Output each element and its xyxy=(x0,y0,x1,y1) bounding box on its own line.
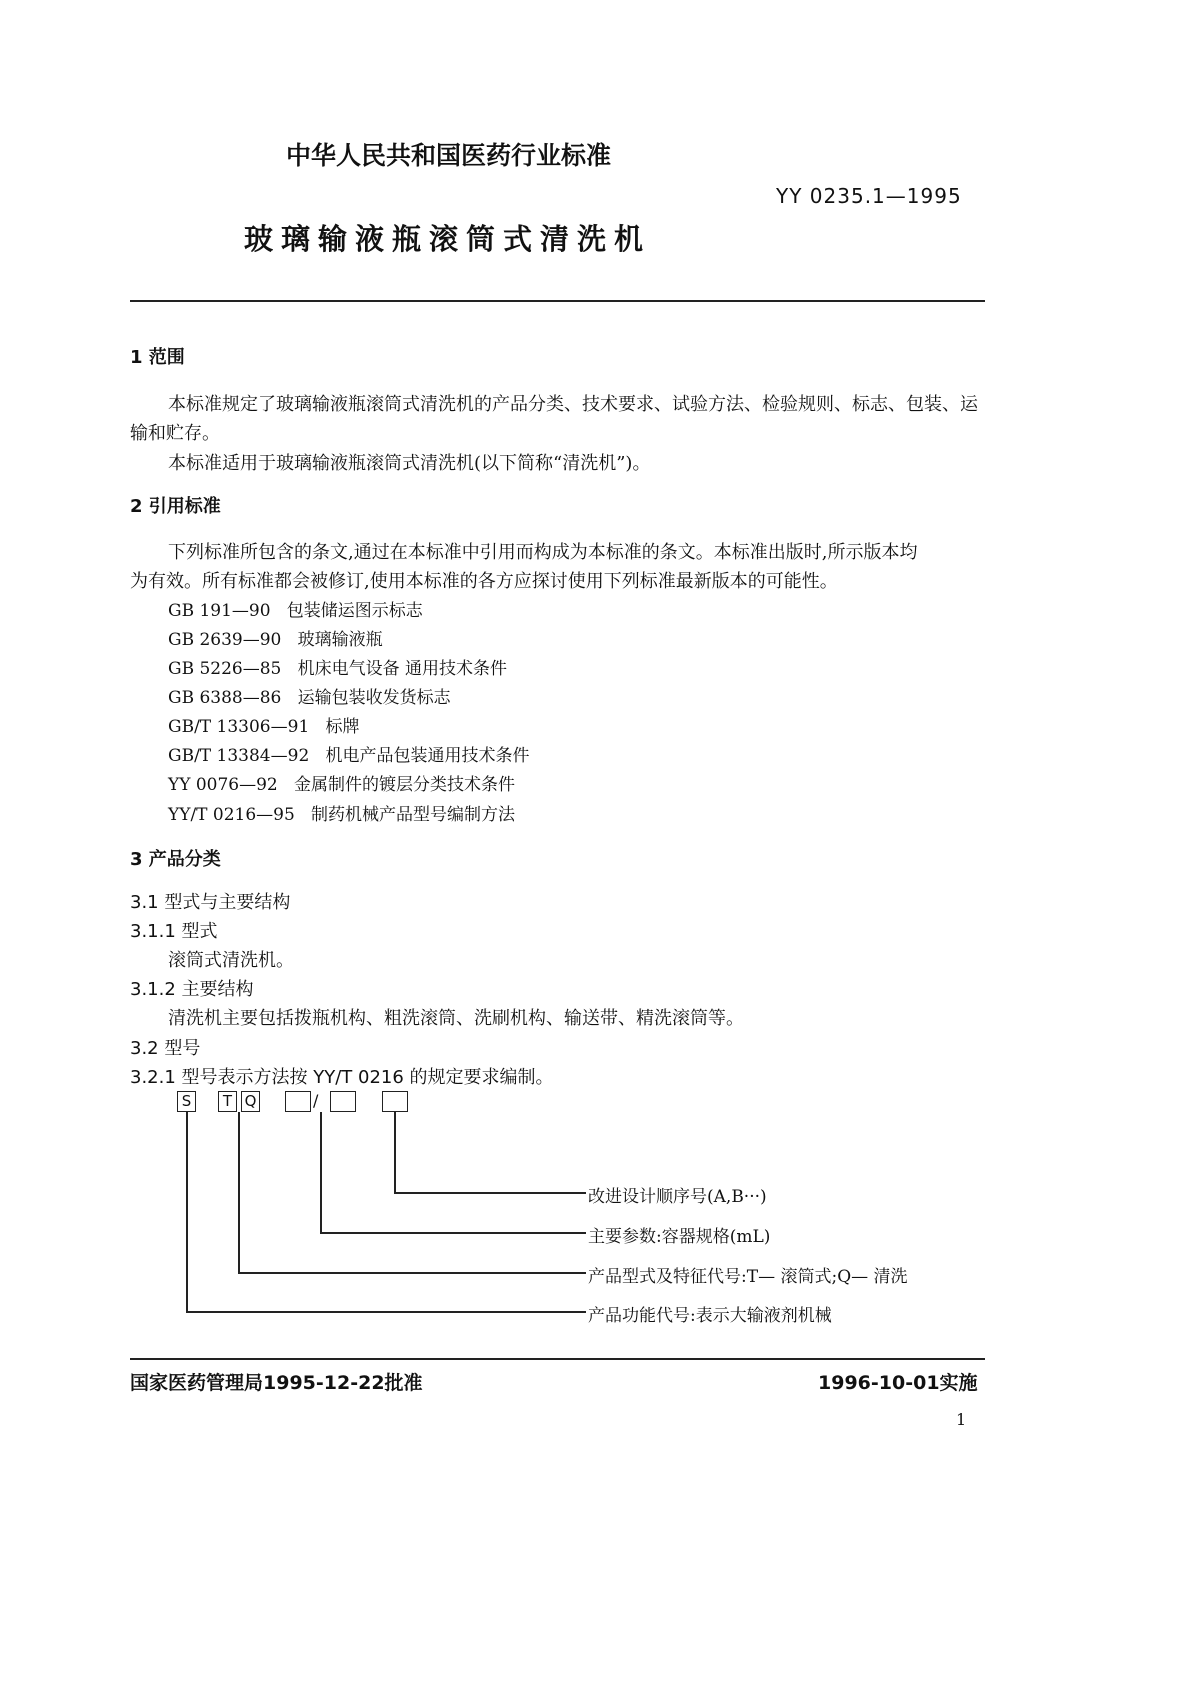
section-3-heading: 3 产品分类 xyxy=(130,849,221,870)
leader-line xyxy=(186,1112,188,1312)
subsection-3-2-1-heading: 3.2.1 型号表示方法按 YY/T 0216 的规定要求编制。 xyxy=(130,1067,554,1088)
model-box-revision xyxy=(382,1091,408,1112)
section-1-para1-line1: 本标准规定了玻璃输液瓶滚筒式清洗机的产品分类、技术要求、试验方法、检验规则、标志、包装、运 xyxy=(168,394,978,415)
model-box-param-b xyxy=(330,1091,356,1112)
reference-item: GB 191—90 包装储运图示标志 xyxy=(168,601,423,621)
subsection-3-1-1-heading: 3.1.1 型式 xyxy=(130,921,218,942)
subsection-3-1-heading: 3.1 型式与主要结构 xyxy=(130,892,291,913)
reference-item: GB/T 13306—91 标牌 xyxy=(168,717,360,737)
subsection-3-1-1-text: 滚筒式清洗机。 xyxy=(168,950,294,971)
approval-date: 国家医药管理局1995-12-22批准 xyxy=(130,1372,423,1394)
model-box-s: S xyxy=(177,1091,196,1112)
reference-item: GB 2639—90 玻璃输液瓶 xyxy=(168,630,383,650)
footer-rule xyxy=(130,1358,985,1360)
subsection-3-1-2-text: 清洗机主要包括拨瓶机构、粗洗滚筒、洗刷机构、输送带、精洗滚筒等。 xyxy=(168,1008,744,1029)
section-2-para1-line1: 下列标准所包含的条文,通过在本标准中引用而构成为本标准的条文。本标准出版时,所示版本均 xyxy=(168,542,918,563)
subsection-3-1-2-heading: 3.1.2 主要结构 xyxy=(130,979,254,1000)
leader-line xyxy=(320,1232,586,1234)
model-separator: / xyxy=(313,1091,319,1110)
reference-item: GB 6388—86 运输包装收发货标志 xyxy=(168,688,451,708)
diagram-label-revision: 改进设计顺序号(A,B···) xyxy=(588,1187,767,1207)
leader-line xyxy=(394,1192,586,1194)
effective-date: 1996-10-01实施 xyxy=(818,1372,978,1394)
leader-line xyxy=(238,1272,586,1274)
section-1-heading: 1 范围 xyxy=(130,347,185,368)
header-rule xyxy=(130,300,985,302)
standard-number: YY 0235.1—1995 xyxy=(776,184,962,208)
page-number: 1 xyxy=(956,1410,967,1429)
diagram-label-function-code: 产品功能代号:表示大输液剂机械 xyxy=(588,1306,832,1326)
org-title: 中华人民共和国医药行业标准 xyxy=(286,141,612,170)
section-2-heading: 2 引用标准 xyxy=(130,496,221,517)
diagram-label-type-code: 产品型式及特征代号:T— 滚筒式;Q— 清洗 xyxy=(588,1267,908,1287)
leader-line xyxy=(186,1311,586,1313)
reference-item: YY 0076—92 金属制件的镀层分类技术条件 xyxy=(168,775,515,795)
model-box-t: T xyxy=(218,1091,237,1112)
leader-line xyxy=(320,1112,322,1233)
document-title: 玻璃输液瓶滚筒式清洗机 xyxy=(244,222,652,256)
leader-line xyxy=(238,1112,240,1273)
section-1-para2: 本标准适用于玻璃输液瓶滚筒式清洗机(以下简称“清洗机”)。 xyxy=(168,453,651,474)
reference-item: GB 5226—85 机床电气设备 通用技术条件 xyxy=(168,659,507,679)
diagram-label-main-parameter: 主要参数:容器规格(mL) xyxy=(588,1227,771,1247)
section-1-para1-line2: 输和贮存。 xyxy=(130,423,220,444)
section-2-para1-line2: 为有效。所有标准都会被修订,使用本标准的各方应探讨使用下列标准最新版本的可能性。 xyxy=(130,571,838,592)
subsection-3-2-heading: 3.2 型号 xyxy=(130,1038,201,1059)
reference-item: GB/T 13384—92 机电产品包装通用技术条件 xyxy=(168,746,530,766)
reference-item: YY/T 0216—95 制药机械产品型号编制方法 xyxy=(168,805,516,825)
model-box-param-a xyxy=(285,1091,311,1112)
model-box-q: Q xyxy=(241,1091,260,1112)
leader-line xyxy=(394,1112,396,1193)
